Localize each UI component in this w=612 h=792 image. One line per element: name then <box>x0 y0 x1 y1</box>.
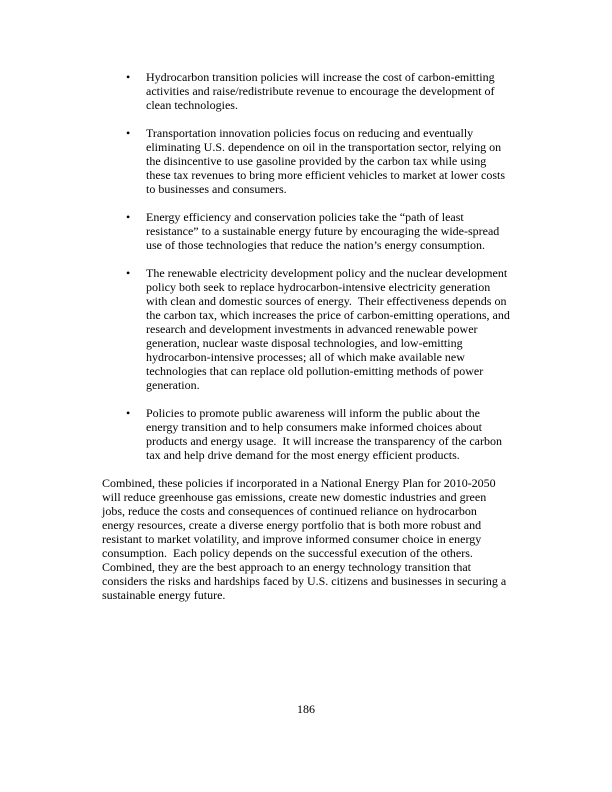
bullet-item <box>126 406 510 462</box>
bullet-item <box>126 126 510 196</box>
bullet-item <box>126 70 510 112</box>
page-content <box>102 70 513 602</box>
bullet-icon: • <box>126 126 131 140</box>
bullet-icon: • <box>126 210 131 224</box>
bullet-text: Transportation innovation policies focus on reducing and eventually eliminating U.S. dependence on oil in the transportation sector, relying on the disincentive to use gasoline provided by the carbon tax while using these tax revenues to bring more efficient vehicles to market at lower costs to businesses and consumers. <box>146 126 508 196</box>
bullet-icon: • <box>126 406 131 420</box>
bullet-icon: • <box>126 266 131 280</box>
closing-paragraph: Combined, these policies if incorporated in a National Energy Plan for 2010-2050 will reduce greenhouse gas emissions, create new domestic industries and green jobs, reduce the costs and consequences of continued reliance on hydrocarbon energy resources, create a diverse energy portfolio that is both more robust and resistant to market volatility, and improve informed consumer choice in energy consumption. Each policy depends on the successful execution of the others. Combined, they are the best approach to an energy technology transition that considers the risks and hardships faced by U.S. citizens and businesses in securing a sustainable energy future. <box>102 476 510 602</box>
bullet-item <box>126 210 510 252</box>
bullet-text: Energy efficiency and conservation policies take the “path of least resistance” to a sustainable energy future by encouraging the wide-spread use of those technologies that reduce the nation’s energy consumption. <box>146 210 503 252</box>
bullet-text: The renewable electricity development policy and the nuclear development policy both seek to replace hydrocarbon-intensive electricity generation with clean and domestic sources of energy. Their effectiveness depends on the carbon tax, which increases the price of carbon-emitting operations, and research and development investments in advanced renewable power generation, nuclear waste disposal technologies, and low-emitting hydrocarbon-intensive processes; all of which make available new technologies that can replace old pollution-emitting methods of power generation. <box>146 266 513 392</box>
page-number: 186 <box>297 702 315 716</box>
bullet-text: Hydrocarbon transition policies will increase the cost of carbon-emitting activities and raise/redistribute revenue to encourage the development of clean technologies. <box>146 70 498 112</box>
bullet-item <box>126 266 513 392</box>
bullet-icon: • <box>126 70 131 84</box>
bullet-text: Policies to promote public awareness will inform the public about the energy transition and to help consumers make informed choices about products and energy usage. It will increase the transparency of the carbon tax and help drive demand for the most energy efficient products. <box>146 406 505 462</box>
bullet-list <box>102 70 513 462</box>
